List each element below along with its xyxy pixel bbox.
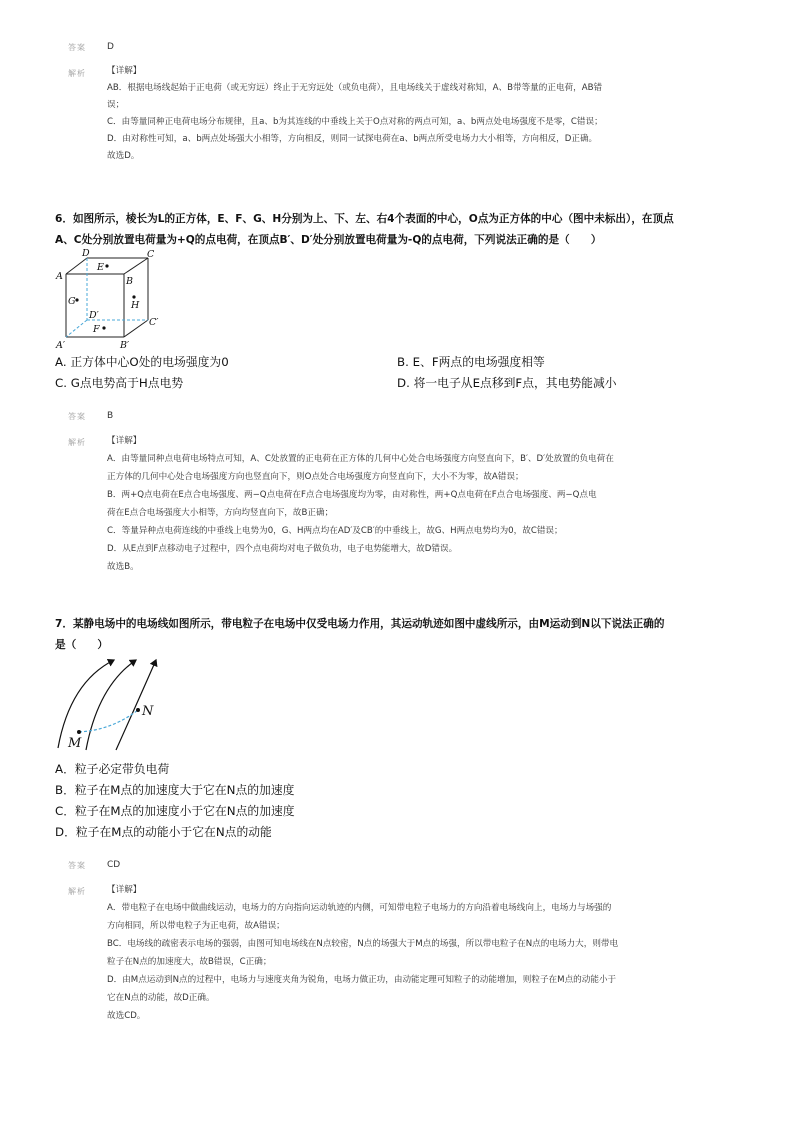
solution-line: D．由对称性可知，a、b两点处场强大小相等，方向相反，则同一试探电荷在a、b两点所受电场力大小相等，方向相反，D正确。 bbox=[107, 134, 598, 144]
q7-option-a: A．粒子必定带负电荷 bbox=[55, 762, 170, 776]
label-E: E bbox=[97, 262, 104, 273]
analysis-tag: 解析 bbox=[68, 887, 86, 896]
field-line bbox=[58, 660, 114, 748]
q5-answer: D bbox=[107, 42, 114, 52]
label-M: M bbox=[68, 736, 82, 751]
solution-line: B．两+Q点电荷在E点合电场强度、两−Q点电荷在F点合电场强度均为零，由对称性，两+Q点电荷在F点合电场强度、两−Q点电 bbox=[107, 490, 597, 500]
solution-line: AB．根据电场线起始于正电荷（或无穷远）终止于无穷远处（或负电荷），且电场线关于虚线对称知，A、B带等量的正电荷，AB错 bbox=[107, 83, 603, 93]
solution-line: 【详解】 bbox=[107, 885, 142, 895]
q7-solution bbox=[107, 881, 618, 1025]
label-G: G bbox=[68, 296, 76, 307]
solution-line: A．由等量同种点电荷电场特点可知，A、C处放置的正电荷在正方体的几何中心处合电场强度方向竖直向下，B′、D′处放置的负电荷在 bbox=[107, 454, 614, 464]
answer-tag: 答案 bbox=[68, 861, 86, 870]
q6-option-b: B. E、F两点的电场强度相等 bbox=[397, 355, 545, 369]
label-D: D bbox=[82, 248, 90, 259]
solution-line: C．由等量同种正电荷电场分布规律，且a、b为其连线的中垂线上关于O点对称的两点可知，a、b两点处电场强度不是零，C错误； bbox=[107, 117, 603, 127]
label-A: A bbox=[56, 271, 63, 282]
solution-line: 误； bbox=[107, 100, 125, 110]
q7-option-b: B．粒子在M点的加速度大于它在N点的加速度 bbox=[55, 783, 295, 797]
field-line-figure bbox=[52, 652, 168, 752]
solution-line: D．由M点运动到N点的过程中，电场力与速度夹角为锐角，电场力做正功，由动能定理可知粒子的动能增加，则粒子在M点的动能小于 bbox=[107, 975, 617, 985]
solution-line: D．从E点到F点移动电子过程中，四个点电荷均对电子做负功，电子电势能增大，故D错误。 bbox=[107, 544, 458, 554]
solution-line: BC．电场线的疏密表示电场的强弱，由图可知电场线在N点较密，N点的场强大于M点的场强，所以带电粒子在N点的电场力大，则带电 bbox=[107, 939, 619, 949]
q6-stem-line: A、C处分别放置电荷量为+Q的点电荷，在顶点B′、D′处分别放置电荷量为-Q的点电荷，下列说法正确的是（ ） bbox=[55, 234, 602, 246]
cube-figure bbox=[52, 248, 172, 350]
solution-line: 粒子在N点的加速度大，故B错误，C正确； bbox=[107, 957, 272, 967]
q7-option-d: D．粒子在M点的动能小于它在N点的动能 bbox=[55, 825, 272, 839]
label-Dprime: D′ bbox=[89, 310, 99, 321]
answer-tag: 答案 bbox=[68, 412, 86, 421]
solution-line: 【详解】 bbox=[107, 436, 142, 446]
q6-stem-line: 6．如图所示，棱长为L的正方体，E、F、G、H分别为上、下、左、右4个表面的中心，O点为正方体的中心（图中未标出），在顶点 bbox=[55, 213, 674, 225]
analysis-tag: 解析 bbox=[68, 438, 86, 447]
label-B: B bbox=[126, 276, 133, 287]
q7-answer: CD bbox=[107, 860, 121, 870]
q6-option-d: D. 将一电子从E点移到F点，其电势能减小 bbox=[397, 376, 617, 390]
solution-line: 故选B。 bbox=[107, 562, 139, 572]
q5-solution bbox=[107, 63, 603, 165]
solution-line: 故选CD。 bbox=[107, 1011, 146, 1021]
answer-tag: 答案 bbox=[68, 43, 86, 52]
solution-line: 方向相同，所以带电粒子为正电荷，故A错误； bbox=[107, 921, 285, 931]
q7-stem-line: 是（ ） bbox=[55, 639, 108, 651]
q7-stem bbox=[55, 614, 664, 656]
solution-line: 【详解】 bbox=[107, 66, 142, 76]
label-Aprime: A′ bbox=[56, 340, 66, 350]
q7-stem-line: 7．某静电场中的电场线如图所示，带电粒子在电场中仅受电场力作用，其运动轨迹如图中虚线所示，由M运动到N以下说法正确的 bbox=[55, 618, 665, 630]
q6-option-a: A. 正方体中心O处的电场强度为0 bbox=[55, 355, 229, 369]
solution-line: 正方体的几何中心处合电场强度方向也竖直向下，则O点处合电场强度方向竖直向下，大小不为零，故A错误； bbox=[107, 472, 524, 482]
solution-line: C．等量异种点电荷连线的中垂线上电势为0，G、H两点均在AD′及CB′的中垂线上，故G、H两点电势均为0，故C错误； bbox=[107, 526, 563, 536]
label-N: N bbox=[142, 704, 154, 719]
q6-answer: B bbox=[107, 411, 114, 421]
analysis-tag: 解析 bbox=[68, 69, 86, 78]
label-F: F bbox=[93, 324, 100, 335]
solution-line: 它在N点的动能，故D正确。 bbox=[107, 993, 215, 1003]
q6-option-c: C. G点电势高于H点电势 bbox=[55, 376, 184, 390]
solution-line: A．带电粒子在电场中做曲线运动，电场力的方向指向运动轨迹的内侧，可知带电粒子电场力的方向沿着电场线向上，电场力与场强的 bbox=[107, 903, 612, 913]
label-H: H bbox=[131, 300, 140, 311]
solution-line: 故选D。 bbox=[107, 151, 140, 161]
solution-line: 荷在E点合电场强度大小相等，方向均竖直向下，故B正确； bbox=[107, 508, 334, 518]
label-Cprime: C′ bbox=[149, 317, 159, 328]
q7-option-c: C．粒子在M点的加速度小于它在N点的加速度 bbox=[55, 804, 295, 818]
q6-solution bbox=[107, 432, 614, 576]
label-Bprime: B′ bbox=[120, 340, 130, 350]
label-C: C bbox=[147, 249, 155, 260]
q6-stem bbox=[55, 209, 674, 251]
